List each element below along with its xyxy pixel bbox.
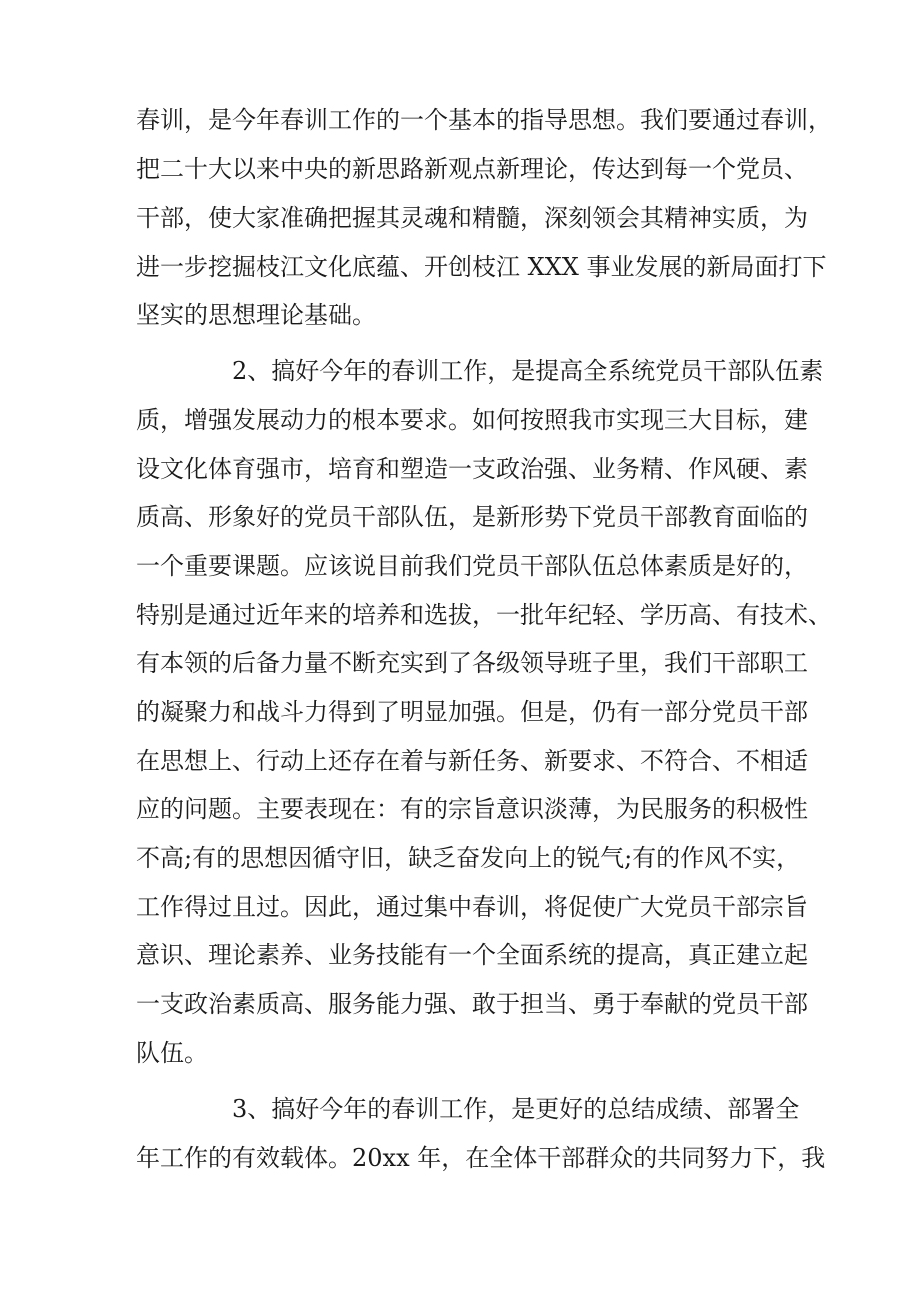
- p2-line-1: 2、搞好今年的春训工作，是提高全系统党员干部队伍素: [232, 357, 824, 385]
- p1-line-3: 干部，使大家准确把握其灵魂和精髓，深刻领会其精神实质，为: [136, 204, 808, 232]
- p2-line-13: 意识、理论素养、业务技能有一个全面系统的提高，真正建立起: [136, 941, 808, 969]
- p3-line-2: 年工作的有效载体。20xx 年，在全体干部群众的共同努力下，我: [136, 1144, 826, 1172]
- p2-line-8: 的凝聚力和战斗力得到了明显加强。但是，仍有一部分党员干部: [136, 698, 808, 726]
- p2-line-6: 特别是通过近年来的培养和选拔，一批年纪轻、学历高、有技术、: [136, 601, 832, 629]
- p2-line-14: 一支政治素质高、服务能力强、敢于担当、勇于奉献的党员干部: [136, 990, 808, 1018]
- p2-line-5: 一个重要课题。应该说目前我们党员干部队伍总体素质是好的，: [136, 552, 808, 580]
- p2-line-12: 工作得过且过。因此，通过集中春训，将促使广大党员干部宗旨: [136, 893, 808, 921]
- p2-line-2: 质，增强发展动力的根本要求。如何按照我市实现三大目标，建: [136, 406, 808, 434]
- p2-line-11: 不高;有的思想因循守旧，缺乏奋发向上的锐气;有的作风不实，: [136, 844, 801, 872]
- p3-line-1: 3、搞好今年的春训工作，是更好的总结成绩、部署全: [232, 1095, 800, 1123]
- p2-line-10: 应的问题。主要表现在：有的宗旨意识淡薄，为民服务的积极性: [136, 795, 808, 823]
- p1-line-5: 坚实的思想理论基础。: [136, 301, 376, 329]
- p2-line-7: 有本领的后备力量不断充实到了各级领导班子里，我们干部职工: [136, 649, 808, 677]
- p2-line-3: 设文化体育强市，培育和塑造一支政治强、业务精、作风硬、素: [136, 455, 808, 483]
- p1-line-4: 进一步挖掘枝江文化底蕴、开创枝江 XXX 事业发展的新局面打下: [136, 253, 827, 281]
- p2-line-9: 在思想上、行动上还存在着与新任务、新要求、不符合、不相适: [136, 747, 808, 775]
- p1-line-1: 春训，是今年春训工作的一个基本的指导思想。我们要通过春训，: [136, 106, 832, 134]
- p2-line-4: 质高、形象好的党员干部队伍，是新形势下党员干部教育面临的: [136, 503, 808, 531]
- p1-line-2: 把二十大以来中央的新思路新观点新理论，传达到每一个党员、: [136, 155, 808, 183]
- p2-line-15: 队伍。: [136, 1039, 208, 1067]
